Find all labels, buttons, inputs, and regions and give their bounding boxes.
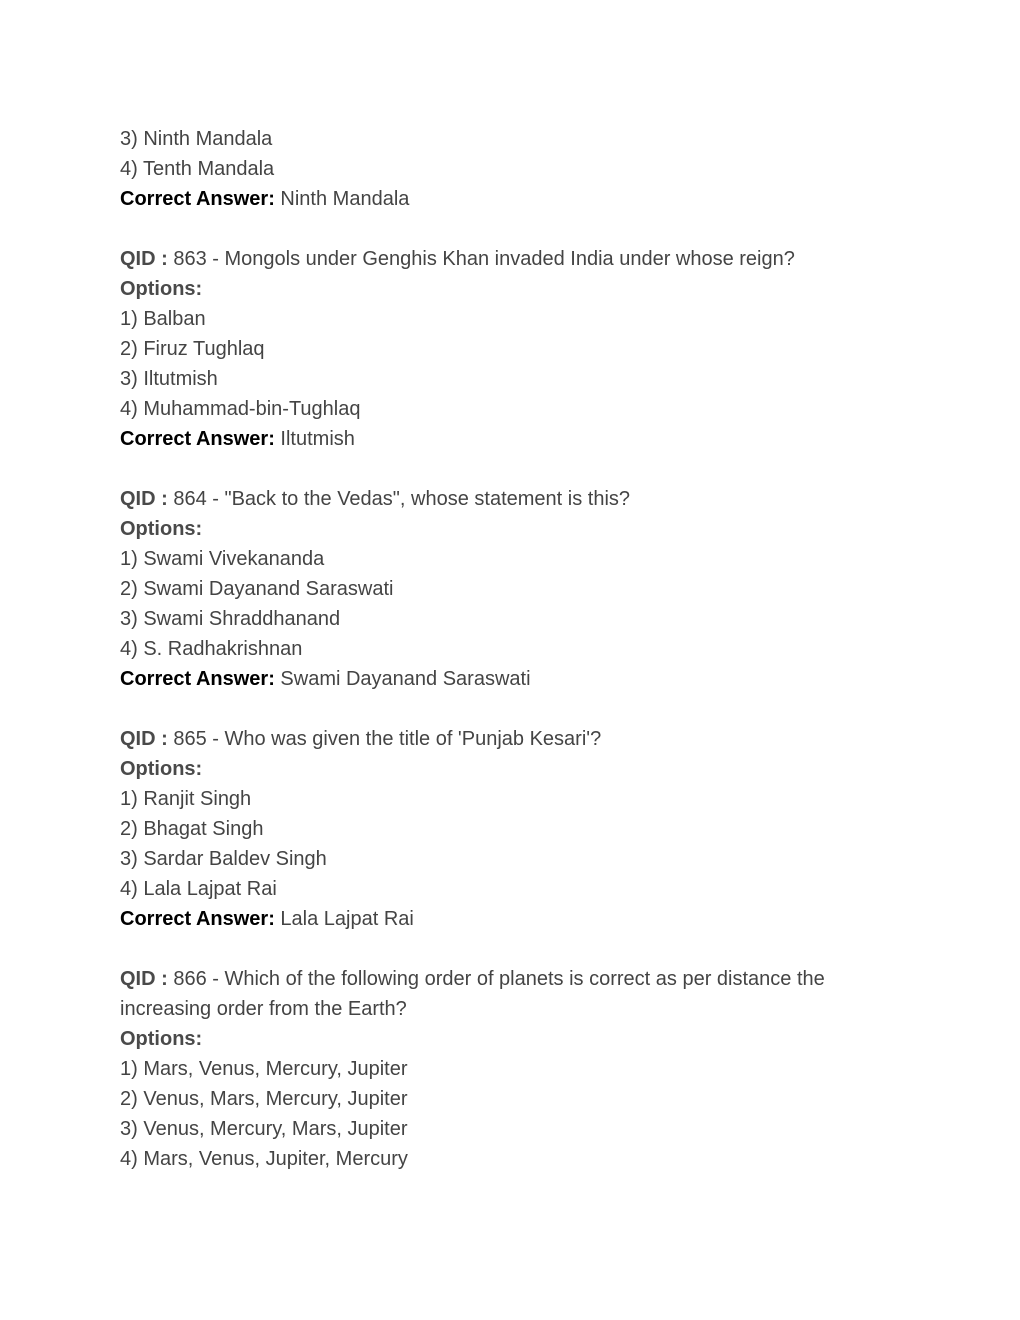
option-item: 1) Swami Vivekananda <box>120 548 325 570</box>
option-item: 3) Swami Shraddhanand <box>120 608 341 630</box>
option-item: 3) Venus, Mercury, Mars, Jupiter <box>120 1118 408 1140</box>
correct-answer-value: Ninth Mandala <box>274 188 410 210</box>
question-block-864 <box>120 484 860 694</box>
options-label: Options: <box>120 1028 203 1050</box>
document-page <box>120 124 860 1174</box>
option-item: 4) Tenth Mandala <box>120 158 275 180</box>
question-text <box>120 244 860 274</box>
question-block-863 <box>120 244 860 454</box>
options-label: Options: <box>120 758 203 780</box>
question-block-865 <box>120 724 860 934</box>
question-continuation <box>120 124 860 214</box>
qid-label: QID : <box>120 488 168 510</box>
option-item: 4) Lala Lajpat Rai <box>120 878 277 900</box>
correct-answer-label: Correct Answer: <box>120 188 275 210</box>
question-block-866 <box>120 964 860 1174</box>
correct-answer-value: Lala Lajpat Rai <box>274 908 414 930</box>
option-item: 2) Swami Dayanand Saraswati <box>120 578 394 600</box>
option-item: 4) Mars, Venus, Jupiter, Mercury <box>120 1148 408 1170</box>
correct-answer <box>120 424 860 454</box>
option-item: 1) Balban <box>120 308 206 330</box>
question-text <box>120 964 860 1024</box>
qid-label: QID : <box>120 968 168 990</box>
options-label: Options: <box>120 518 203 540</box>
correct-answer <box>120 904 860 934</box>
qid-label: QID : <box>120 248 168 270</box>
option-item: 1) Ranjit Singh <box>120 788 252 810</box>
correct-answer-label: Correct Answer: <box>120 428 275 450</box>
option-item: 3) Iltutmish <box>120 368 218 390</box>
option-item: 2) Bhagat Singh <box>120 818 264 840</box>
correct-answer-value: Iltutmish <box>274 428 355 450</box>
option-item: 4) Muhammad-bin-Tughlaq <box>120 398 361 420</box>
question-body: 865 - Who was given the title of 'Punjab Kesari'? <box>167 728 602 750</box>
option-item: 2) Venus, Mars, Mercury, Jupiter <box>120 1088 408 1110</box>
option-item: 4) S. Radhakrishnan <box>120 638 303 660</box>
correct-answer <box>120 664 860 694</box>
option-item: 2) Firuz Tughlaq <box>120 338 265 360</box>
option-item: 3) Sardar Baldev Singh <box>120 848 327 870</box>
question-body: 863 - Mongols under Genghis Khan invaded India under whose reign? <box>167 248 795 270</box>
options-label: Options: <box>120 278 203 300</box>
question-body: 866 - Which of the following order of planets is correct as per distance the increasing order from the Earth? <box>120 968 825 1020</box>
question-text <box>120 724 860 754</box>
correct-answer-value: Swami Dayanand Saraswati <box>274 668 531 690</box>
correct-answer <box>120 184 860 214</box>
option-item: 3) Ninth Mandala <box>120 128 273 150</box>
correct-answer-label: Correct Answer: <box>120 908 275 930</box>
qid-label: QID : <box>120 728 168 750</box>
correct-answer-label: Correct Answer: <box>120 668 275 690</box>
question-text <box>120 484 860 514</box>
option-item: 1) Mars, Venus, Mercury, Jupiter <box>120 1058 408 1080</box>
question-body: 864 - "Back to the Vedas", whose statement is this? <box>167 488 631 510</box>
